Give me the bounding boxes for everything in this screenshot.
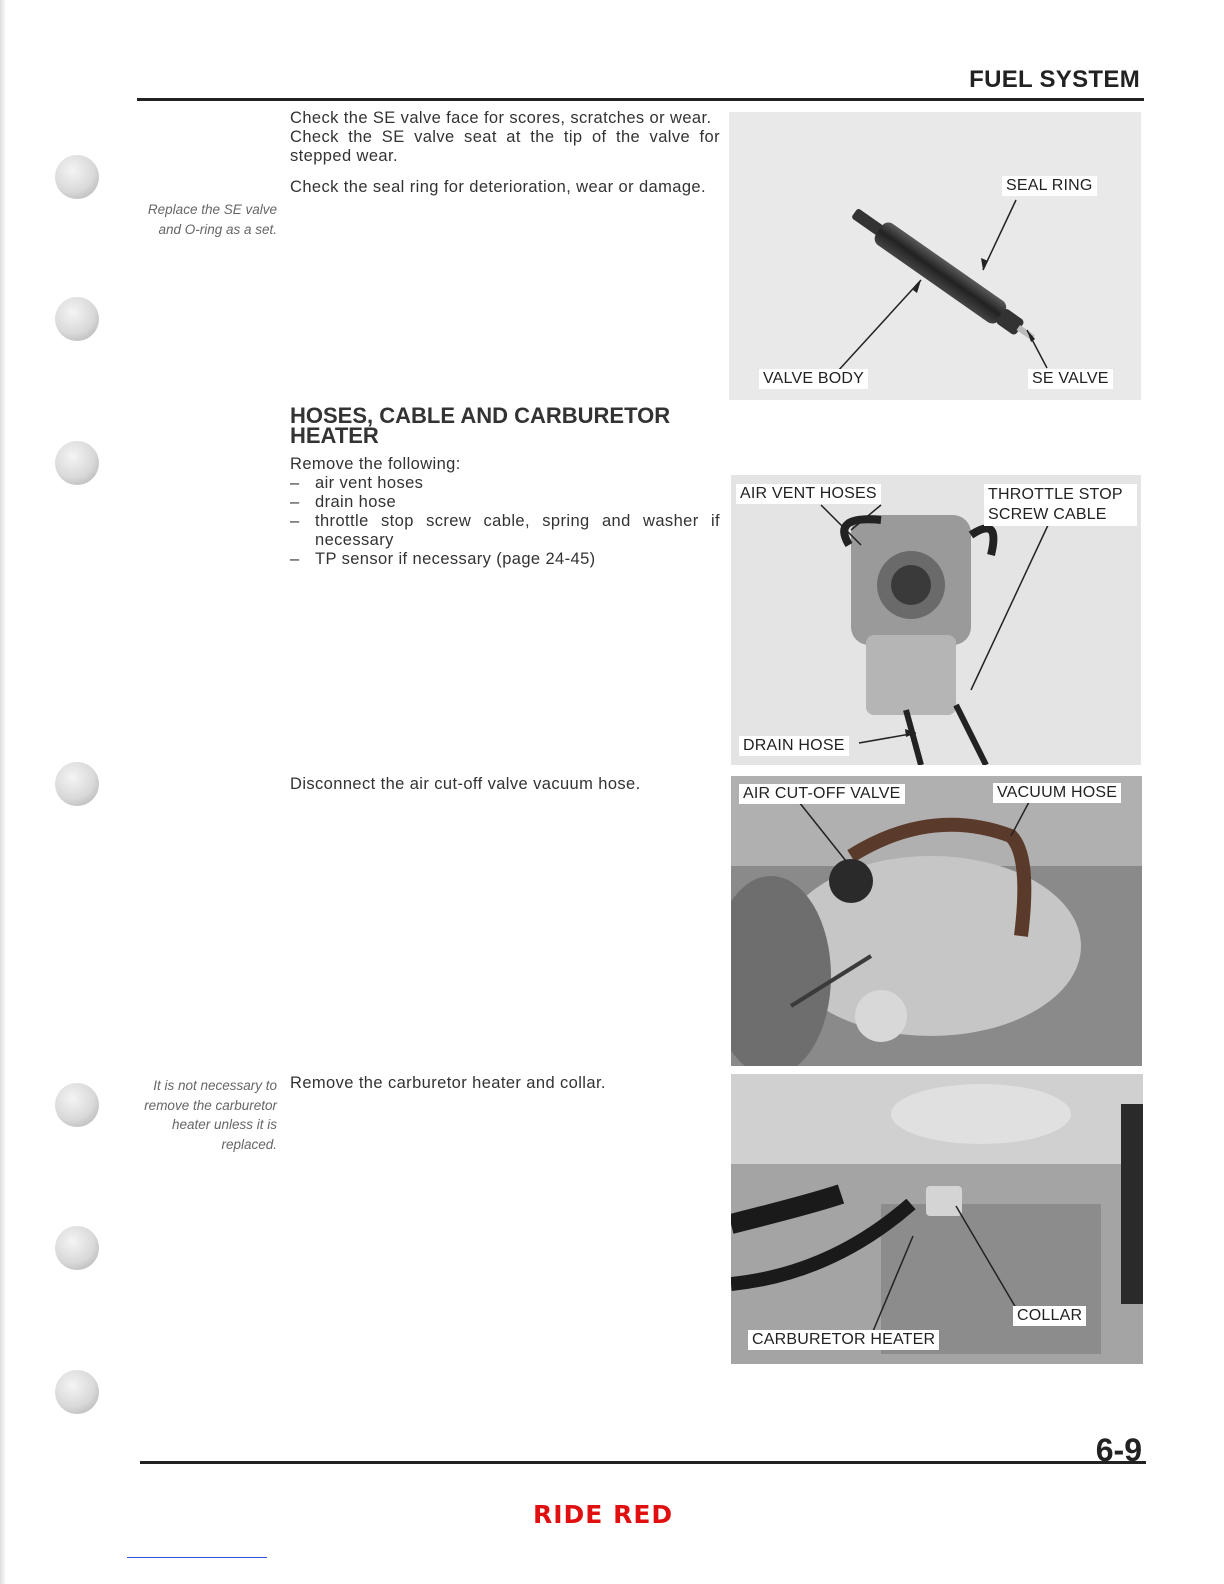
binder-hole — [55, 762, 99, 806]
se-valve-paragraph-1: Check the SE valve face for scores, scratches or wear. — [290, 109, 712, 127]
air-vent-hoses-label: AIR VENT HOSES — [736, 484, 881, 504]
seal-ring-label: SEAL RING — [1002, 176, 1097, 196]
header-rule — [137, 98, 1144, 101]
leader-line — [971, 523, 1049, 690]
se-valve-text — [290, 109, 720, 197]
vacuum-hose-label: VACUUM HOSE — [993, 783, 1121, 803]
footer-link-underline — [127, 1557, 267, 1558]
binder-hole — [55, 1370, 99, 1414]
binder-hole — [55, 155, 99, 199]
hoses-text — [290, 455, 720, 569]
binder-hole — [55, 441, 99, 485]
se-valve-illustration — [729, 112, 1141, 400]
se-valve-paragraph-2: Check the SE valve seat at the tip of the valve for stepped wear. — [290, 128, 720, 165]
binder-hole — [55, 1083, 99, 1127]
valve-body-label: VALVE BODY — [759, 369, 868, 389]
se-valve-side-note: Replace the SE valve and O-ring as a set. — [147, 202, 277, 237]
vacuum-paragraph: Disconnect the air cut-off valve vacuum hose. — [290, 775, 641, 793]
list-item: – air vent hoses — [290, 474, 720, 493]
brand-logo: RIDE RED — [533, 1500, 674, 1529]
hoses-title-line-2: HEATER — [290, 423, 379, 448]
leader-line — [837, 280, 921, 372]
se-valve-photo — [729, 112, 1141, 400]
air-cutoff-illustration — [731, 776, 1142, 1066]
collar-label: COLLAR — [1013, 1306, 1086, 1326]
leader-line — [1011, 802, 1029, 836]
carburetor-heater-label: CARBURETOR HEATER — [748, 1330, 939, 1350]
se-valve-paragraph-3: Check the seal ring for deterioration, wear or damage. — [290, 178, 706, 196]
footer-rule — [140, 1461, 1146, 1464]
drain-hose-label: DRAIN HOSE — [739, 736, 849, 756]
vacuum-text — [290, 775, 720, 794]
page-edge — [0, 0, 6, 1584]
hoses-section-title — [290, 403, 671, 448]
heater-side-note: It is not necessary to remove the carburetor heater unless it is replaced. — [144, 1078, 277, 1152]
air-cutoff-valve-label: AIR CUT-OFF VALVE — [739, 784, 905, 804]
list-item: – throttle stop screw cable, spring and washer if necessary — [290, 512, 720, 550]
list-item: – drain hose — [290, 493, 720, 512]
section-header-title: FUEL SYSTEM — [969, 66, 1140, 93]
leader-line — [983, 200, 1016, 270]
carburetor-heater-photo — [731, 1074, 1143, 1364]
binder-hole — [55, 297, 99, 341]
hoses-list — [290, 474, 720, 569]
throttle-stop-label: THROTTLE STOP SCREW CABLE — [984, 484, 1137, 526]
hoses-intro: Remove the following: — [290, 455, 461, 473]
heater-paragraph: Remove the carburetor heater and collar. — [290, 1074, 606, 1092]
heater-text — [290, 1074, 720, 1093]
binder-hole — [55, 1226, 99, 1270]
hoses-title-line-1: HOSES, CABLE AND CARBURETOR — [290, 403, 671, 428]
se-valve-label: SE VALVE — [1028, 369, 1113, 389]
page-number: 6-9 — [1095, 1432, 1142, 1468]
list-item: – TP sensor if necessary (page 24-45) — [290, 550, 720, 569]
leader-line — [799, 802, 846, 861]
air-cutoff-photo — [731, 776, 1142, 1066]
carburetor-photo — [731, 475, 1141, 765]
